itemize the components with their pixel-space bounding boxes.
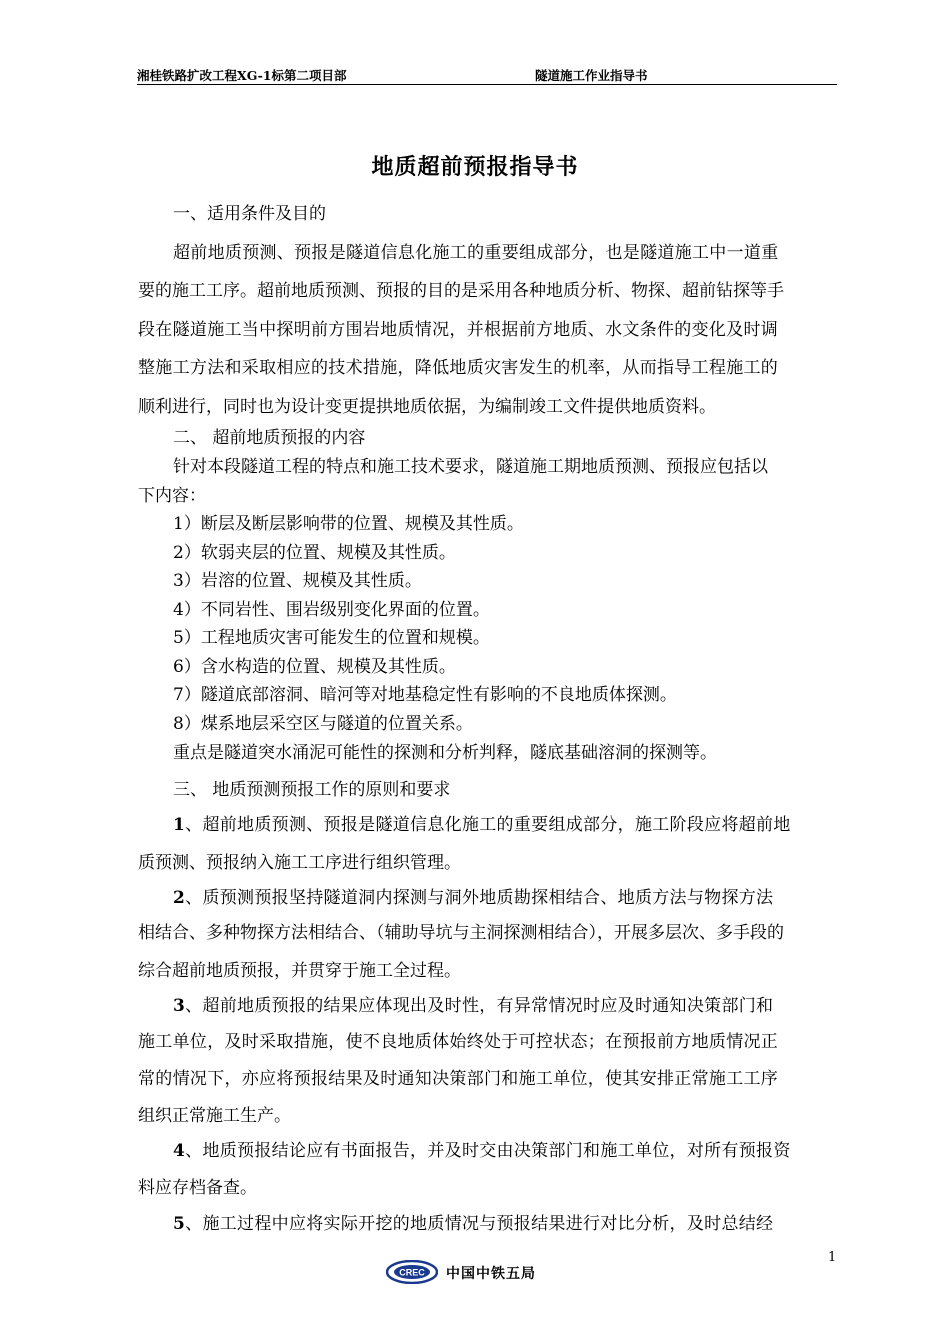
paragraph-line: 料应存档备查。: [138, 1178, 257, 1198]
paragraph-line: 常的情况下，亦应将预报结果及时通知决策部门和施工单位，使其安排正常施工工序: [138, 1069, 779, 1089]
list-item: 8）煤系地层采空区与隧道的位置关系。: [173, 714, 473, 734]
list-item: 2）软弱夹层的位置、规模及其性质。: [173, 543, 456, 563]
logo-text: CREC: [399, 1267, 425, 1278]
paragraph-line: 段在隧道施工当中探明前方围岩地质情况，并根据前方地质、水文条件的变化及时调: [138, 320, 779, 340]
numbered-paragraph-line: 2、质预测预报坚持隧道洞内探测与洞外地质勘探相结合、地质方法与物探方法: [173, 888, 774, 908]
list-item: 3）岩溶的位置、规模及其性质。: [173, 571, 422, 591]
paragraph-line: 顺利进行，同时也为设计变更提拱地质依据，为编制竣工文件提供地质资料。: [138, 397, 716, 417]
company-logo-icon: [386, 1260, 438, 1284]
page-header: [137, 64, 837, 85]
numbered-paragraph-line: 3、超前地质预报的结果应体现出及时性，有异常情况时应及时通知决策部门和: [173, 996, 774, 1016]
paragraph-line: 质预测、预报纳入施工工序进行组织管理。: [138, 853, 461, 873]
paragraph-line: 重点是隧道突水涌泥可能性的探测和分析判释，隧底基础溶洞的探测等。: [173, 743, 717, 763]
paragraph-line: 针对本段隧道工程的特点和施工技术要求，隧道施工期地质预测、预报应包括以: [173, 457, 768, 477]
section-heading-1: 一、适用条件及目的: [173, 204, 326, 224]
numbered-paragraph-line: 5、施工过程中应将实际开挖的地质情况与预报结果进行对比分析，及时总结经: [173, 1214, 774, 1234]
item-number: 5: [173, 1214, 186, 1234]
document-title: 地质超前预报指导书: [371, 154, 579, 180]
list-item: 7）隧道底部溶洞、暗河等对地基稳定性有影响的不良地质体探测。: [173, 685, 677, 705]
paragraph-line: 相结合、多种物探方法相结合、（辅助导坑与主洞探测相结合），开展多层次、多手段的: [138, 923, 784, 943]
paragraph-line: 组织正常施工生产。: [138, 1106, 291, 1126]
item-number: 2: [173, 888, 186, 908]
paragraph-line: 超前地质预测、预报是隧道信息化施工的重要组成部分，也是隧道施工中一道重: [173, 243, 779, 263]
item-number: 4: [173, 1141, 186, 1161]
section-heading-3: 三、 地质预测预报工作的原则和要求: [173, 780, 451, 800]
paragraph-line: 整施工方法和采取相应的技术措施，降低地质灾害发生的机率，从而指导工程施工的: [138, 358, 779, 378]
item-number: 1: [173, 815, 186, 835]
paragraph-line: 要的施工工序。超前地质预测、预报的目的是采用各种地质分析、物探、超前钻探等手: [138, 281, 784, 301]
page-number: 1: [828, 1250, 837, 1265]
header-project-name: 湘桂铁路扩改工程XG-1标第二项目部: [137, 68, 347, 83]
section-heading-2: 二、 超前地质预报的内容: [173, 428, 366, 448]
numbered-paragraph-line: 1、超前地质预测、预报是隧道信息化施工的重要组成部分，施工阶段应将超前地: [173, 815, 791, 835]
paragraph-line: 施工单位，及时采取措施，使不良地质体始终处于可控状态；在预报前方地质情况正: [138, 1032, 779, 1052]
list-item: 5）工程地质灾害可能发生的位置和规模。: [173, 628, 490, 648]
list-item: 4）不同岩性、围岩级别变化界面的位置。: [173, 600, 490, 620]
paragraph-line: 综合超前地质预报，并贯穿于施工全过程。: [138, 961, 461, 981]
footer-company-name: 中国中铁五局: [446, 1266, 536, 1282]
list-item: 6）含水构造的位置、规模及其性质。: [173, 657, 456, 677]
paragraph-line: 下内容：: [138, 486, 206, 506]
header-document-name: 隧道施工作业指导书: [535, 68, 648, 83]
list-item: 1）断层及断层影响带的位置、规模及其性质。: [173, 514, 524, 534]
numbered-paragraph-line: 4、地质预报结论应有书面报告，并及时交由决策部门和施工单位，对所有预报资: [173, 1141, 791, 1161]
item-number: 3: [173, 996, 186, 1016]
